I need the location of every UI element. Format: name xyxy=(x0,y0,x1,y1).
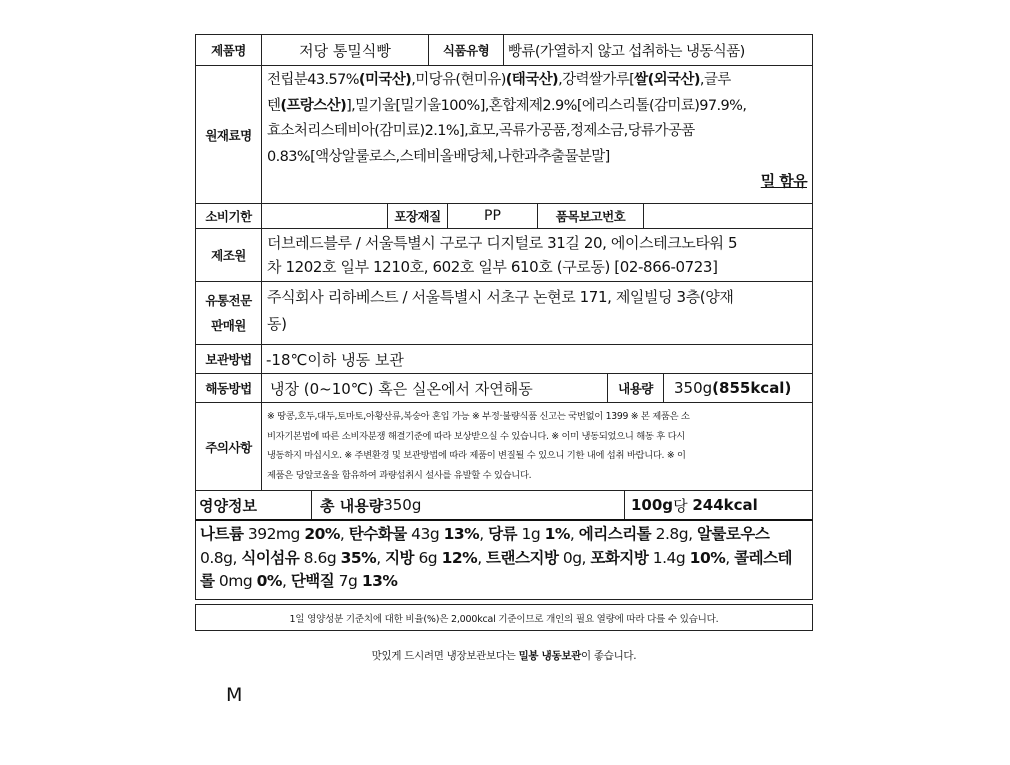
nutrition-line-segment: 13% xyxy=(361,572,398,590)
storage-tip-tail: 이 좋습니다. xyxy=(581,650,637,662)
nutrition-line-segment: 알룰로우스 xyxy=(696,525,770,543)
nutrition-line-segment: 트랜스지방 xyxy=(486,548,559,567)
ingredients-lines xyxy=(267,68,807,170)
manufacturer-line-2: 차 1202호 일부 1210호, 602호 일부 610호 (구로동) [02-866-0723] xyxy=(267,258,718,276)
nutrition-header-row xyxy=(195,491,813,521)
nutrition-line-segment: 탄수화물 xyxy=(348,525,407,543)
nutrition-line-segment: 단백질 xyxy=(290,572,335,590)
nutrition-line-segment: 43g xyxy=(406,525,444,543)
nutrition-total-label: 총 내용량 xyxy=(320,496,384,515)
distributor-label-line-2: 판매원 xyxy=(211,318,246,333)
storage-tip-text: 맛있게 드시려면 냉장보관보다는 xyxy=(371,650,519,662)
nutrition-total-value: 350g xyxy=(383,496,422,514)
caution-line-2: 비자기본법에 따른 소비자분쟁 해결기준에 따라 보상받으실 수 있습니다. ※ 이미 냉동되었으니 해동 후 다시 xyxy=(267,430,685,442)
nutrition-line-2 xyxy=(200,547,808,571)
product-name-label: 제품명 xyxy=(196,35,262,65)
caution-line-1: ※ 땅콩,호두,대두,토마토,아황산류,복숭아 혼입 가능 ※ 부정·불량식품 신고는 국번없이 1399 ※ 본 제품은 소 xyxy=(267,411,690,422)
manufacturer-line-1: 더브레드블루 / 서울특별시 구로구 디지털로 31길 20, 에이스테크노타워 5 xyxy=(267,234,738,252)
nutrition-line-segment: 0.8g, xyxy=(200,548,242,567)
nutrition-line-segment: 12% xyxy=(441,548,478,567)
nutrition-line-segment: , xyxy=(569,525,579,543)
nutrition-line-segment: 20% xyxy=(304,525,340,543)
nutrition-line-segment: , xyxy=(376,548,386,567)
nutrition-line-segment: 392mg xyxy=(243,525,305,543)
ingredients-line-segment: ,글루 xyxy=(699,72,731,88)
ingredients-line-segment: (태국산) xyxy=(505,72,559,88)
nutrition-line-segment: 식이섬유 xyxy=(241,548,300,567)
nutrition-body-row xyxy=(195,521,813,600)
distributor-text xyxy=(262,282,812,344)
ingredients-line-1 xyxy=(267,68,807,94)
caution-row xyxy=(195,403,813,491)
food-type: 빵류(가열하지 않고 섭취하는 냉동식품) xyxy=(508,43,745,60)
product-name: 저당 통밀식빵 xyxy=(262,35,429,65)
product-row xyxy=(195,34,813,66)
nutrition-line-segment: , xyxy=(479,525,489,543)
allergen-notice: 밀 함유 xyxy=(760,172,807,190)
distributor-line-1: 주식회사 리하베스트 / 서울특별시 서초구 논현로 171, 제일빌딩 3층(양재 xyxy=(267,288,734,306)
ingredients-line-3 xyxy=(267,119,807,145)
ingredients-line-segment: 전립분43.57% xyxy=(267,72,359,88)
storage-tip xyxy=(195,648,813,663)
ingredients-label: 원재료명 xyxy=(196,66,262,203)
food-type-label: 식품유형 xyxy=(429,35,504,65)
ingredients-line-segment: ,미당유(현미유) xyxy=(411,72,506,88)
nutrition-line-segment: 에리스리톨 xyxy=(578,525,652,543)
content-label: 내용량 xyxy=(608,374,664,402)
packaging-label: 포장재질 xyxy=(388,204,448,228)
nutrition-line-1 xyxy=(200,523,808,547)
ingredients-line-segment: ,강력쌀가루[ xyxy=(558,72,635,88)
caution-label: 주의사항 xyxy=(196,403,262,490)
nutrition-line-segment: , xyxy=(725,548,735,567)
nutrition-line-segment: 1g xyxy=(517,525,545,543)
nutrition-kcal: 244kcal xyxy=(692,496,758,514)
nutrition-line-segment: 0g, xyxy=(558,548,591,567)
nutrition-line-segment: 13% xyxy=(443,525,480,543)
nutrition-line-segment: 2.8g, xyxy=(651,525,697,543)
packaging-value: PP xyxy=(448,204,538,228)
distributor-line-2: 동) xyxy=(267,315,287,333)
ingredients-text xyxy=(262,66,812,203)
nutrition-line-segment: 0mg xyxy=(214,572,257,590)
thaw-value: 냉장 (0~10℃) 혹은 실온에서 자연해동 xyxy=(262,374,608,402)
report-number-label: 품목보고번호 xyxy=(538,204,644,228)
distributor-row xyxy=(195,282,813,345)
manufacturer-text xyxy=(262,229,812,281)
nutrition-line-segment: 콜레스테 xyxy=(734,548,793,567)
ingredients-line-segment: ],밀기울[밀기울100%],혼합제제2.9%[에리스리톨(감미료)97.9%, xyxy=(346,97,747,114)
nutrition-footnote: 1일 영양성분 기준치에 대한 비율(%)은 2,000kcal 기준이므로 개인의 필요 열량에 따라 다를 수 있습니다. xyxy=(195,604,813,631)
ingredients-line-segment: 쌀(외국산) xyxy=(634,72,700,88)
nutrition-label: 영양정보 xyxy=(196,491,312,519)
distributor-label xyxy=(196,282,262,344)
nutrition-values xyxy=(196,521,812,599)
storage-value: -18℃이하 냉동 보관 xyxy=(266,350,404,369)
nutrition-line-segment: 35% xyxy=(340,548,377,567)
distributor-label-line-1: 유통전문 xyxy=(205,293,252,308)
nutrition-line-3 xyxy=(200,570,808,594)
content-value xyxy=(664,374,812,402)
ingredients-line-segment: 효소처리스테비아(감미료)2.1%],효모,곡류가공품,정제소금,당류가공품 xyxy=(267,123,695,139)
expiry-row xyxy=(195,204,813,229)
nutrition-line-segment: 7g xyxy=(334,572,362,590)
nutrition-line-segment: 포화지방 xyxy=(590,548,649,567)
nutrition-per-label: 100g xyxy=(631,496,674,514)
nutrition-line-segment: , xyxy=(339,525,349,543)
size-mark: M xyxy=(226,684,243,706)
ingredients-line-4 xyxy=(267,145,807,171)
manufacturer-label: 제조원 xyxy=(196,229,262,281)
nutrition-total xyxy=(312,491,625,519)
nutrition-line-segment: 0% xyxy=(256,572,282,590)
ingredients-row xyxy=(195,66,813,204)
thaw-label: 해동방법 xyxy=(196,374,262,402)
nutrition-line-segment: 10% xyxy=(689,548,726,567)
nutrition-line-segment: 8.6g xyxy=(299,548,341,567)
thaw-row xyxy=(195,374,813,403)
nutrition-line-segment: 롤 xyxy=(200,572,215,590)
nutrition-line-segment: 나트륨 xyxy=(200,525,244,543)
caution-line-4: 제품은 당알코올을 함유하여 과량섭취시 설사를 유발할 수 있습니다. xyxy=(267,469,532,481)
caution-text xyxy=(262,403,812,490)
expiry-value xyxy=(262,204,388,228)
storage-row xyxy=(195,345,813,374)
nutrition-line-segment: 6g xyxy=(414,548,442,567)
ingredients-line-2 xyxy=(267,94,807,120)
ingredients-line-segment: 0.83%[액상알룰로스,스테비올배당체,나한과추출물분말] xyxy=(267,148,610,165)
ingredients-line-segment: (미국산) xyxy=(358,72,412,88)
content-kcal: (855kcal) xyxy=(712,379,792,397)
nutrition-per-text: 당 xyxy=(673,496,688,515)
report-number-value xyxy=(644,204,812,228)
nutrition-per-100g xyxy=(625,491,812,519)
ingredients-line-segment: 텐 xyxy=(267,97,281,114)
nutrition-line-segment: 당류 xyxy=(488,525,518,543)
storage-tip-bold: 밀봉 냉동보관 xyxy=(518,650,582,662)
nutrition-line-segment: 1% xyxy=(544,525,570,543)
ingredients-line-segment: (프랑스산) xyxy=(280,97,347,114)
nutrition-line-segment: 지방 xyxy=(385,548,415,567)
food-label xyxy=(195,34,813,631)
content-weight: 350g xyxy=(674,379,713,397)
manufacturer-row xyxy=(195,229,813,282)
caution-line-3: 냉동하지 마십시오. ※ 주변환경 및 보관방법에 따라 제품이 변질될 수 있으니 기한 내에 섭취 바랍니다. ※ 이 xyxy=(267,450,686,461)
nutrition-line-segment: 1.4g xyxy=(648,548,690,567)
nutrition-line-segment: , xyxy=(477,548,487,567)
storage-label: 보관방법 xyxy=(196,345,262,373)
nutrition-line-segment: , xyxy=(281,572,291,590)
expiry-label: 소비기한 xyxy=(196,204,262,228)
